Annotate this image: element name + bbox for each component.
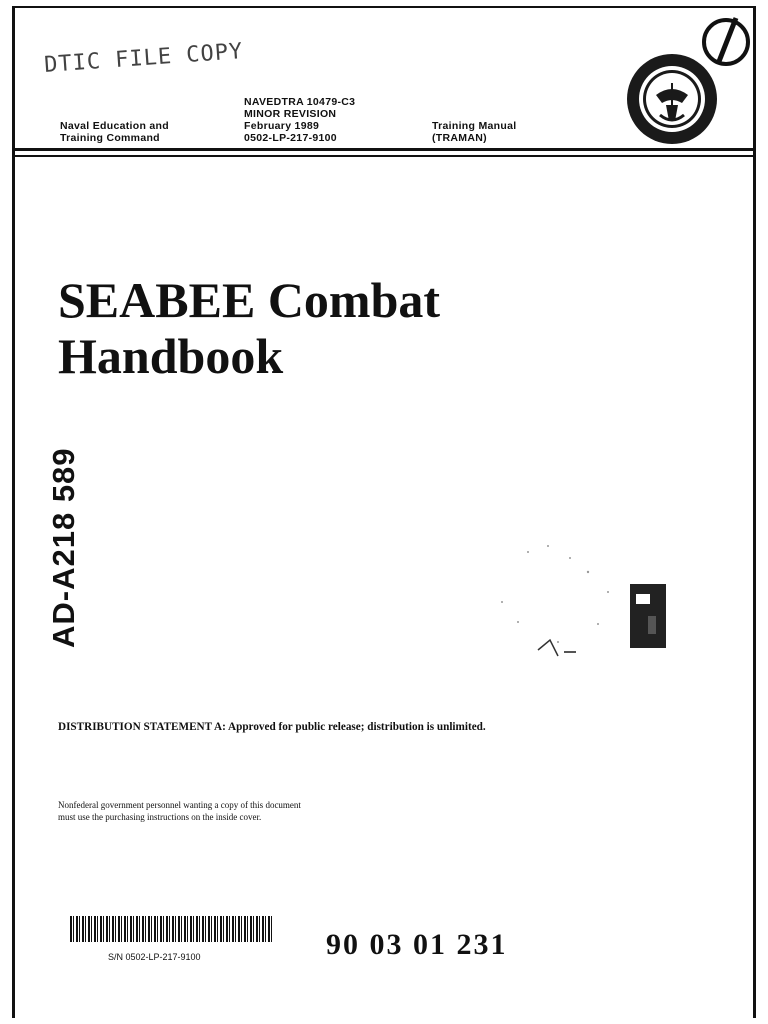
org-block: [60, 120, 169, 144]
distribution-statement: DISTRIBUTION STATEMENT A: Approved for public release; distribution is unlimited.: [58, 721, 486, 733]
org-line: Training Command: [60, 132, 160, 144]
stock-number: S/N 0502-LP-217-9100: [108, 952, 201, 962]
doc-info-line: February 1989: [244, 120, 320, 132]
manual-type-line: Training Manual: [432, 120, 517, 132]
notice-line: Nonfederal government personnel wanting a copy of this document: [58, 800, 301, 810]
org-line: Naval Education and: [60, 120, 169, 132]
doc-info-line: MINOR REVISION: [244, 108, 337, 120]
manual-type-block: [432, 120, 516, 144]
file-copy-stamp: DTIC FILE COPY: [43, 39, 245, 78]
notice-line: must use the purchasing instructions on the inside cover.: [58, 812, 262, 822]
doc-info-line: 0502-LP-217-9100: [244, 132, 337, 144]
header-rule: [12, 148, 756, 151]
doc-info-line: NAVEDTRA 10479-C3: [244, 96, 356, 108]
accession-number: 90 03 01 231: [326, 928, 508, 961]
title-line: SEABEE Combat: [58, 272, 441, 328]
manual-type-line: (TRAMAN): [432, 132, 487, 144]
nonfederal-notice: [58, 799, 301, 823]
page-border: [12, 6, 756, 1018]
doc-info-block: [244, 96, 355, 144]
title-line: Handbook: [58, 328, 284, 384]
circled-one-mark: [698, 14, 754, 68]
barcode: [70, 916, 274, 942]
ad-number: AD-A218 589: [46, 447, 81, 648]
scan-artifact: [478, 532, 678, 664]
document-title: [58, 272, 440, 384]
header-rule-lower: [12, 155, 756, 157]
